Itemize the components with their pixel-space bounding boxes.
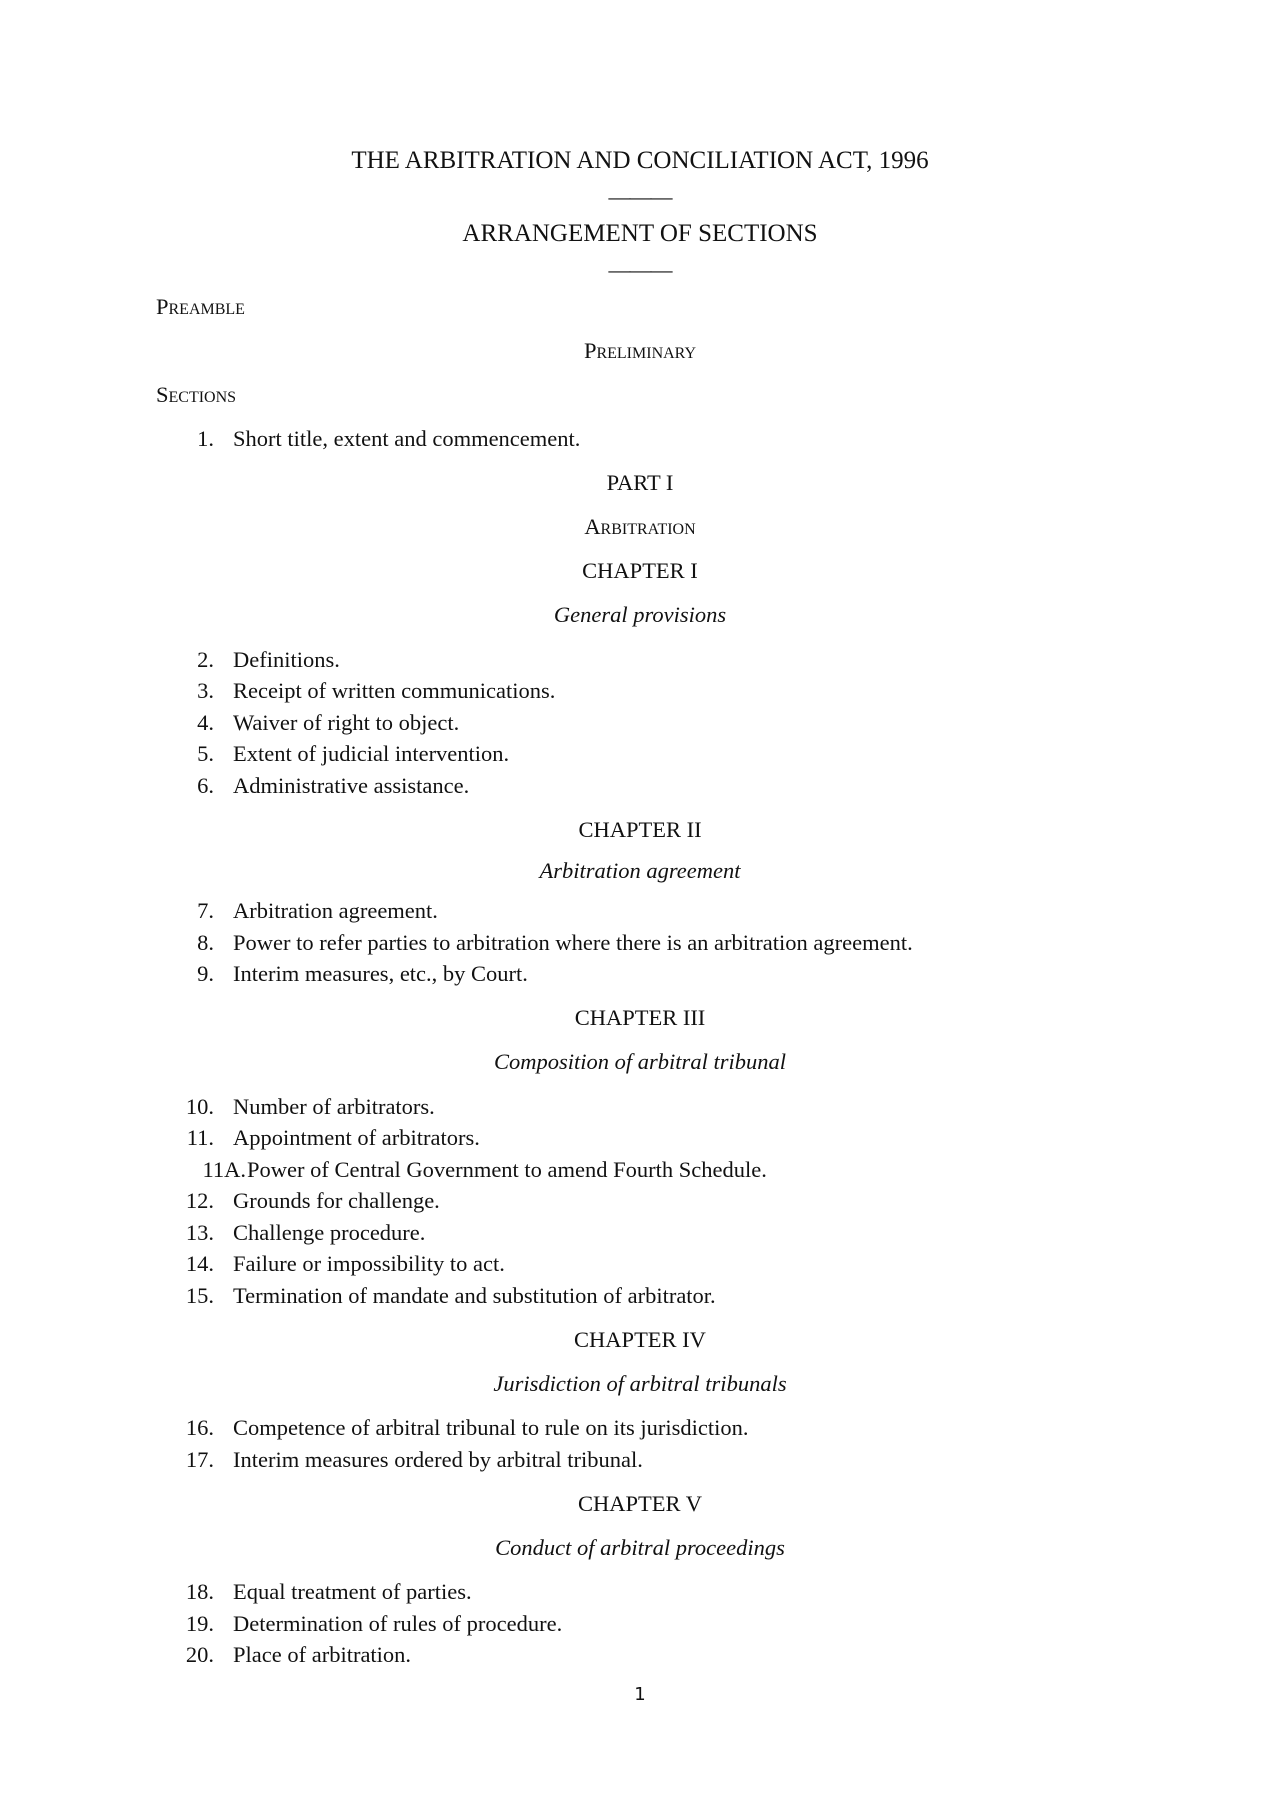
chapter-subheading: Conduct of arbitral proceedings (495, 1535, 785, 1560)
section-title: Appointment of arbitrators. (233, 1125, 480, 1150)
section-number: 17. (185, 1447, 214, 1472)
section-item (0, 772, 1280, 800)
section-number: 4. (197, 710, 214, 735)
section-item (0, 1219, 1280, 1247)
section-title: Short title, extent and commencement. (233, 426, 581, 451)
section-item (0, 1250, 1280, 1278)
chapter-subheading: General provisions (553, 602, 727, 627)
section-number: 12. (185, 1188, 214, 1213)
section-number: 19. (185, 1611, 214, 1636)
section-title: Receipt of written communications. (233, 678, 556, 703)
preliminary-heading: Preliminary (583, 338, 697, 363)
sections-label: Sections (156, 382, 237, 407)
chapter-subheading: Arbitration agreement (539, 858, 741, 883)
section-item (0, 1124, 1280, 1152)
arrangement-heading: ARRANGEMENT OF SECTIONS (462, 220, 818, 247)
section-number: 11. (186, 1125, 214, 1150)
section-title: Determination of rules of procedure. (233, 1611, 563, 1636)
section-item (0, 1641, 1280, 1669)
section-item (0, 960, 1280, 988)
section-number: 8. (197, 930, 214, 955)
chapter-heading: CHAPTER V (578, 1491, 702, 1516)
chapter-heading: CHAPTER I (582, 558, 698, 583)
section-item (0, 677, 1280, 705)
section-number: 13. (185, 1220, 214, 1245)
section-number: 3. (197, 678, 214, 703)
section-title: Extent of judicial intervention. (233, 741, 510, 766)
separator-line: ——— (608, 257, 672, 282)
section-number: 1. (197, 426, 214, 451)
section-number: 2. (197, 647, 214, 672)
section-item (0, 897, 1280, 925)
section-title: Equal treatment of parties. (233, 1579, 472, 1604)
section-item (0, 929, 1280, 957)
section-item (0, 1282, 1280, 1310)
chapter-subheading: Composition of arbitral tribunal (494, 1049, 786, 1074)
section-item (0, 1187, 1280, 1215)
section-number: 7. (197, 898, 214, 923)
chapter-subheading: Jurisdiction of arbitral tribunals (493, 1371, 787, 1396)
chapter-heading: CHAPTER II (578, 817, 702, 842)
section-number: 14. (185, 1251, 214, 1276)
page-number: 1 (634, 1684, 646, 1705)
section-title: Challenge procedure. (233, 1220, 426, 1245)
part-subheading: Arbitration (584, 514, 696, 539)
section-title: Failure or impossibility to act. (233, 1251, 505, 1276)
section-title: Administrative assistance. (233, 773, 470, 798)
section-number: 5. (197, 741, 214, 766)
section-number: 16. (185, 1415, 214, 1440)
section-number: 18. (185, 1579, 214, 1604)
part-heading: PART I (606, 470, 674, 495)
section-item (0, 740, 1280, 768)
section-title: Interim measures, etc., by Court. (233, 961, 528, 986)
section-item (0, 1093, 1280, 1121)
section-item (0, 1578, 1280, 1606)
section-item (0, 709, 1280, 737)
act-title: THE ARBITRATION AND CONCILIATION ACT, 1996 (351, 147, 929, 174)
section-item (0, 646, 1280, 674)
section-title: Competence of arbitral tribunal to rule on its jurisdiction. (233, 1415, 749, 1440)
section-item (0, 1610, 1280, 1638)
section-title: Arbitration agreement. (233, 898, 438, 923)
section-item (0, 1414, 1280, 1442)
section-number: 9. (197, 961, 214, 986)
section-title: Power to refer parties to arbitration where there is an arbitration agreement. (233, 930, 913, 955)
preamble-label: Preamble (156, 294, 245, 319)
chapter-heading: CHAPTER III (574, 1005, 706, 1030)
section-number: 6. (197, 773, 214, 798)
section-title: Grounds for challenge. (233, 1188, 440, 1213)
separator-line: ——— (608, 184, 672, 209)
section-number: 20. (185, 1642, 214, 1667)
chapter-heading: CHAPTER IV (574, 1327, 706, 1352)
section-item (0, 1156, 1280, 1184)
section-title: Waiver of right to object. (233, 710, 460, 735)
section-title: Definitions. (233, 647, 340, 672)
section-number: 11A. (202, 1157, 246, 1182)
section-number: 10. (185, 1094, 214, 1119)
section-item (0, 425, 1280, 453)
section-title: Termination of mandate and substitution of arbitrator. (233, 1283, 716, 1308)
section-title: Interim measures ordered by arbitral tribunal. (233, 1447, 643, 1472)
section-number: 15. (185, 1283, 214, 1308)
section-title: Number of arbitrators. (233, 1094, 435, 1119)
section-item (0, 1446, 1280, 1474)
section-title: Place of arbitration. (233, 1642, 412, 1667)
section-title: Power of Central Government to amend Fourth Schedule. (247, 1157, 767, 1182)
